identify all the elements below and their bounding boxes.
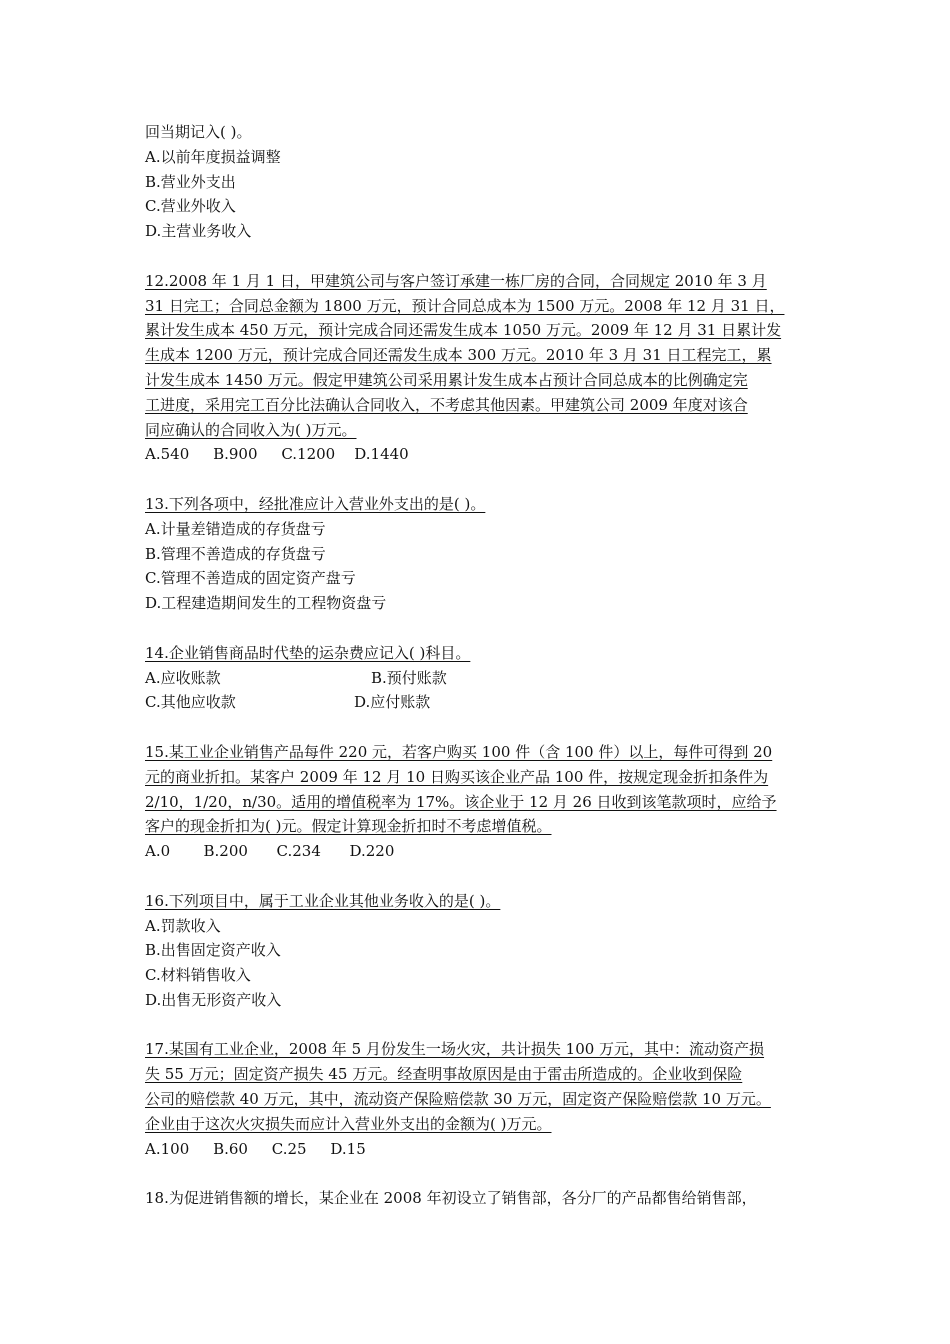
option-c: C.材料销售收入 bbox=[145, 966, 251, 985]
question-text: 回当期记入( )。 bbox=[145, 123, 252, 141]
spacer bbox=[145, 1013, 810, 1038]
question-text: 13.下列各项中，经批准应计入营业外支出的是( )。 bbox=[145, 494, 486, 513]
options-row: A.100 B.60 C.25 D.15 bbox=[145, 1139, 366, 1158]
option-b: B.出售固定资产收入 bbox=[145, 941, 281, 960]
question-16 bbox=[145, 889, 810, 1013]
options-row bbox=[145, 690, 810, 715]
option-b: B.管理不善造成的存货盘亏 bbox=[145, 544, 326, 563]
question-text: 31 日完工；合同总金额为 1800 万元，预计合同总成本为 1500 万元。2008 年 12 月 31 日， bbox=[145, 296, 785, 315]
question-text: 14.企业销售商品时代垫的运杂费应记入( )科目。 bbox=[145, 643, 471, 662]
option-c: C.其他应收款 bbox=[145, 693, 236, 712]
option-a: A.以前年度损益调整 bbox=[145, 147, 281, 166]
question-18 bbox=[145, 1186, 810, 1211]
question-text: 累计发生成本 450 万元，预计完成合同还需发生成本 1050 万元。2009 年 12 月 31 日累计发 bbox=[145, 321, 782, 340]
question-13 bbox=[145, 492, 810, 616]
option-a: A.计量差错造成的存货盘亏 bbox=[145, 519, 326, 538]
spacer bbox=[145, 616, 810, 641]
question-text: 元的商业折扣。某客户 2009 年 12 月 10 日购买该企业产品 100 件，按规定现金折扣条件为 bbox=[145, 767, 769, 786]
question-14 bbox=[145, 641, 810, 715]
option-a: A.应收账款 bbox=[145, 668, 221, 687]
question-text: 失 55 万元；固定资产损失 45 万元。经查明事故原因是由于雷击所造成的。企业收到保险 bbox=[145, 1065, 743, 1084]
option-b: B.营业外支出 bbox=[145, 172, 236, 191]
option-c: C.管理不善造成的固定资产盘亏 bbox=[145, 569, 356, 588]
question-17 bbox=[145, 1037, 810, 1161]
spacer bbox=[145, 864, 810, 889]
options-row: A.0 B.200 C.234 D.220 bbox=[145, 842, 395, 861]
question-text: 工进度，采用完工百分比法确认合同收入，不考虑其他因素。甲建筑公司 2009 年度对该合 bbox=[145, 395, 748, 414]
question-text: 12.2008 年 1 月 1 日，甲建筑公司与客户签订承建一栋厂房的合同，合同规定 2010 年 3 月 bbox=[145, 271, 767, 290]
question-text: 生成本 1200 万元，预计完成合同还需发生成本 300 万元。2010 年 3 月 31 日工程完工，累 bbox=[145, 346, 772, 365]
option-c: C.营业外收入 bbox=[145, 197, 236, 216]
question-text: 17.某国有工业企业，2008 年 5 月份发生一场火灾，共计损失 100 万元，其中：流动资产损 bbox=[145, 1040, 765, 1059]
question-text: 2/10，1/20，n/30。适用的增值税率为 17%。该企业于 12 月 26 日收到该笔款项时，应给予 bbox=[145, 792, 777, 811]
question-11-tail bbox=[145, 120, 810, 244]
question-text: 计发生成本 1450 万元。假定甲建筑公司采用累计发生成本占预计合同总成本的比例确定完 bbox=[145, 370, 748, 389]
option-d: D.工程建造期间发生的工程物资盘亏 bbox=[145, 594, 387, 613]
question-15 bbox=[145, 740, 810, 864]
spacer bbox=[145, 715, 810, 740]
spacer bbox=[145, 467, 810, 492]
spacer bbox=[145, 1161, 810, 1186]
options-row: A.540 B.900 C.1200 D.1440 bbox=[145, 445, 409, 464]
spacer bbox=[145, 244, 810, 269]
option-b: B.预付账款 bbox=[371, 668, 447, 687]
option-d: D.主营业务收入 bbox=[145, 222, 252, 241]
option-a: A.罚款收入 bbox=[145, 916, 221, 935]
document-page bbox=[145, 120, 810, 1211]
question-12 bbox=[145, 269, 810, 467]
options-row bbox=[145, 666, 810, 691]
question-text: 16.下列项目中，属于工业企业其他业务收入的是( )。 bbox=[145, 891, 501, 910]
question-text: 同应确认的合同收入为( )万元。 bbox=[145, 420, 357, 439]
option-d: D.应付账款 bbox=[354, 693, 431, 712]
question-text: 15.某工业企业销售产品每件 220 元，若客户购买 100 件（含 100 件）以上，每件可得到 20 bbox=[145, 742, 773, 761]
question-text: 18.为促进销售额的增长，某企业在 2008 年初设立了销售部，各分厂的产品都售给销售部， bbox=[145, 1189, 757, 1208]
question-text: 公司的赔偿款 40 万元，其中，流动资产保险赔偿款 30 万元，固定资产保险赔偿款 10 万元。 bbox=[145, 1090, 771, 1109]
option-d: D.出售无形资产收入 bbox=[145, 990, 282, 1009]
question-text: 客户的现金折扣为( )元。假定计算现金折扣时不考虑增值税。 bbox=[145, 817, 552, 836]
question-text: 企业由于这次火灾损失而应计入营业外支出的金额为( )万元。 bbox=[145, 1114, 552, 1133]
